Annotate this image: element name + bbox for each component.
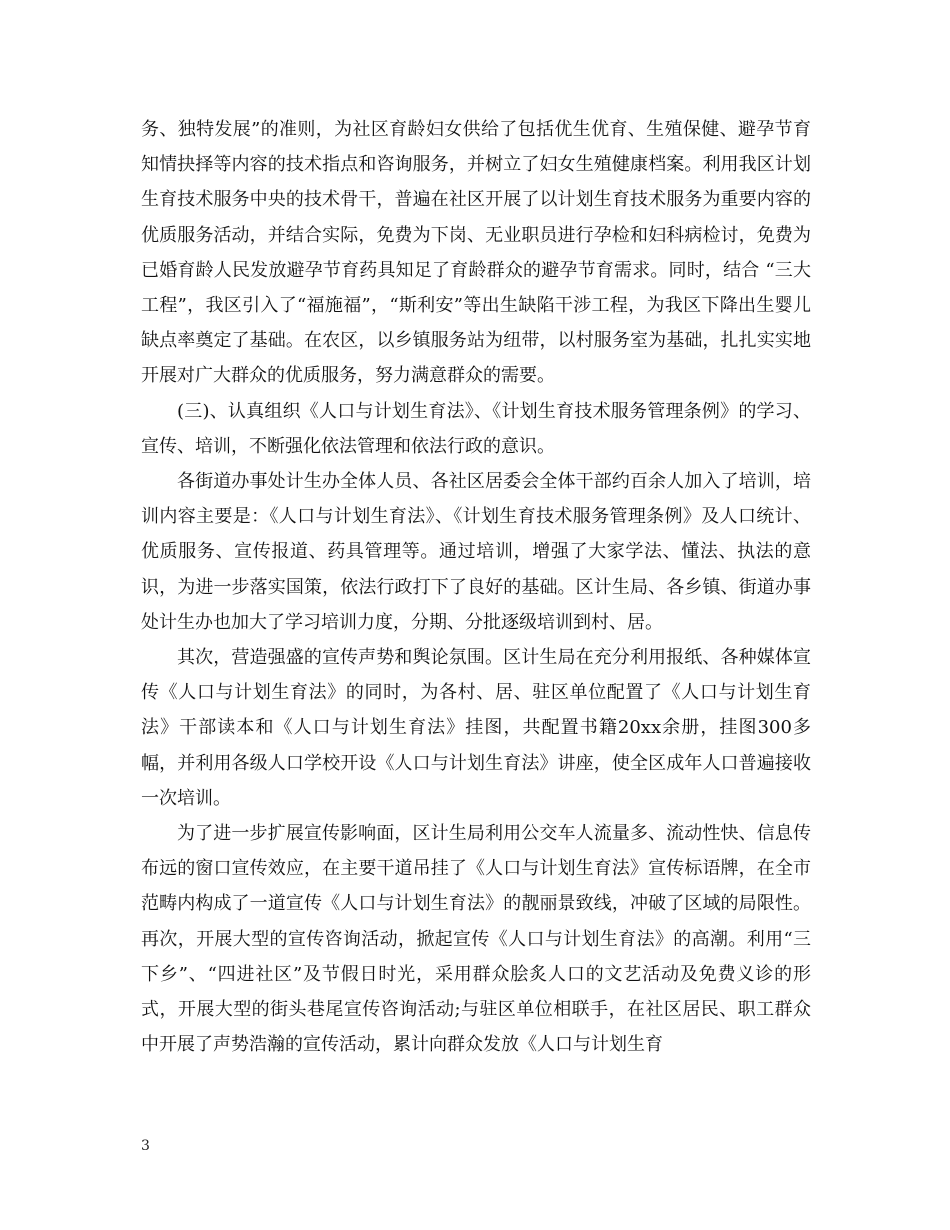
page-number: 3 [141,1138,150,1154]
paragraph-2: (三)、认真组织《人口与计划生育法》、《计划生育技术服务管理条例》的学习、宣传、培训，不断强化依法管理和依法行政的意识。 [141,400,811,457]
paragraph-3: 各街道办事处计生办全体人员、各社区居委会全体干部约百余人加入了培训，培训内容主要是：《人口与计划生育法》、《计划生育技术服务管理条例》及人口统计、优质服务、宣传报道、药具管理等。通过培训，增强了大家学法、懂法、执法的意识，为进一步落实国策，依法行政打下了良好的基础。区计生局、各乡镇、街道办事处计生办也加大了学习培训力度，分期、分批逐级培训到村、居。 [141,471,811,633]
paragraph-4: 其次，营造强盛的宣传声势和舆论氛围。区计生局在充分利用报纸、各种媒体宣传《人口与计划生育法》的同时，为各村、居、驻区单位配置了《人口与计划生育法》干部读本和《人口与计划生育法》挂图，共配置书籍20xx余册，挂图300多幅，并利用各级人口学校开设《人口与计划生育法》讲座，使全区成年人口普遍接收一次培训。 [141,647,811,809]
paragraph-1: 务、独特发展”的准则，为社区育龄妇女供给了包括优生优育、生殖保健、避孕节育知情抉择等内容的技术指点和咨询服务，并树立了妇女生殖健康档案。利用我区计划生育技术服务中央的技术骨干，普遍在社区开展了以计划生育技术服务为重要内容的优质服务活动，并结合实际，免费为下岗、无业职员进行孕检和妇科病检讨，免费为已婚育龄人民发放避孕节育药具知足了育龄群众的避孕节育需求。同时，结合 “三大工程”，我区引入了“福施福”，“斯利安”等出生缺陷干涉工程，为我区下降出生婴儿缺点率奠定了基础。在农区，以乡镇服务站为纽带，以村服务室为基础，扎扎实实地开展对广大群众的优质服务，努力满意群众的需要。 [141,119,811,387]
paragraph-5: 为了进一步扩展宣传影响面，区计生局利用公交车人流量多、流动性快、信息传布远的窗口宣传效应，在主要干道吊挂了《人口与计划生育法》宣传标语牌，在全市范畴内构成了一道宣传《人口与计划生育法》的靓丽景致线，冲破了区域的局限性。再次，开展大型的宣传咨询活动，掀起宣传《人口与计划生育法》的高潮。利用“三下乡”、“四进社区”及节假日时光，采用群众脍炙人口的文艺活动及免费义诊的形式，开展大型的街头巷尾宣传咨询活动;与驻区单位相联手，在社区居民、职工群众中开展了声势浩瀚的宣传活动，累计向群众发放《人口与计划生育 [141,823,811,1056]
document-body [141,112,811,1062]
